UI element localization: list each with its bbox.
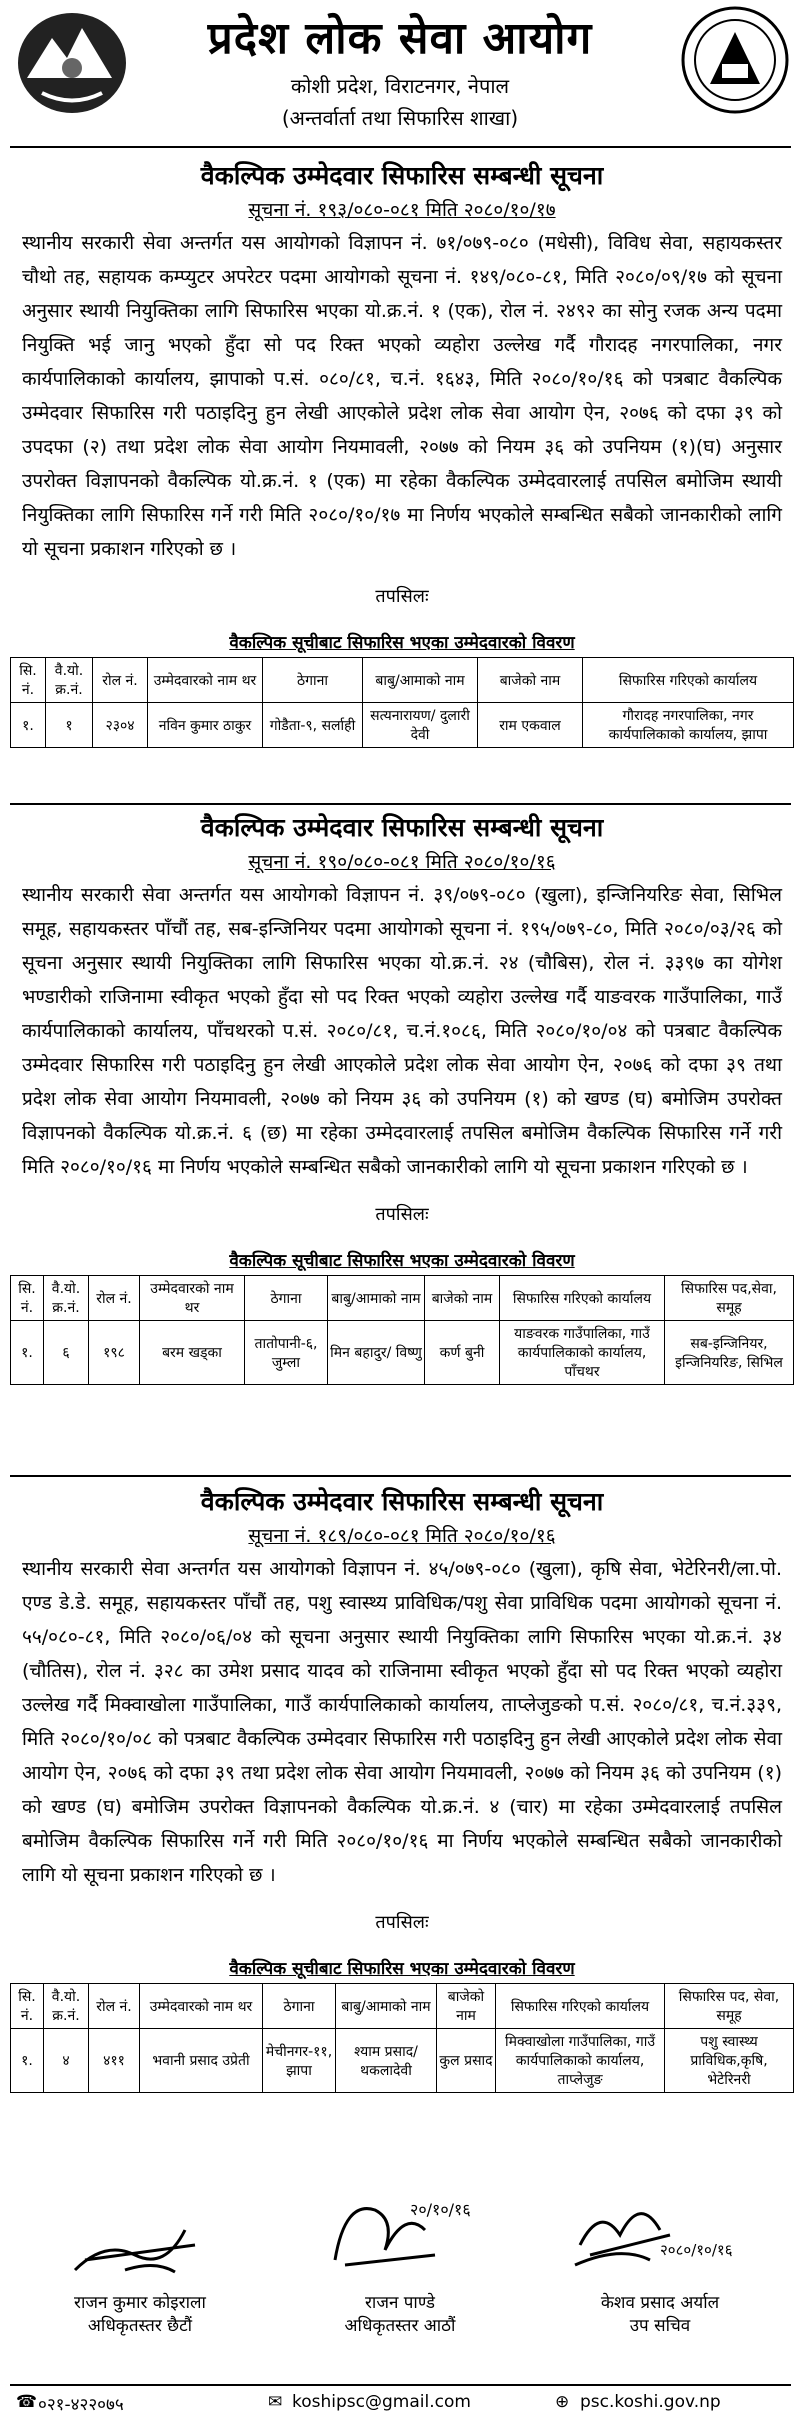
col-address: ठेगाना — [245, 1276, 328, 1321]
cell: १९८ — [89, 1321, 140, 1385]
commission-title: प्रदेश लोक सेवा आयोग — [207, 13, 593, 64]
col-roll: रोल नं. — [93, 658, 148, 703]
footer-divider — [10, 2384, 791, 2386]
col-address: ठेगाना — [263, 1984, 336, 2029]
col-sn: सि. नं. — [11, 1984, 44, 2029]
tapsil-label: तपसिलः — [375, 1204, 429, 1225]
cell: ६ — [44, 1321, 89, 1385]
col-name: उम्मेदवारको नाम थर — [140, 1276, 245, 1321]
table-title: वैकल्पिक सूचीबाट सिफारिस भएका उम्मेदवारको विवरण — [229, 633, 575, 653]
signature-3-icon — [560, 2175, 760, 2290]
notice-reference: सूचना नं. १९३/०८०-०८१ मिति २०८०/१०/१७ — [248, 199, 556, 221]
cell: १. — [11, 2029, 44, 2093]
footer-email[interactable]: koshipsc@gmail.com — [292, 2392, 471, 2412]
col-name: उम्मेदवारको नाम थर — [140, 1984, 263, 2029]
col-grandfather: बाजेको नाम — [425, 1276, 500, 1321]
cell: पशु स्वास्थ्य प्राविधिक,कृषि, भेटेरिनरी — [665, 2029, 794, 2093]
cell: सब-इन्जिनियर, इन्जिनियरिङ, सिभिल — [665, 1321, 794, 1385]
signatory-3 — [540, 2175, 780, 2336]
notice-body: स्थानीय सरकारी सेवा अन्तर्गत यस आयोगको विज्ञापन नं. ३९/०७९-०८० (खुला), इन्जिनियरिङ सेवा, सिभिल समूह, सहायकस्तर पाँचौं तह, सब-इन्जिनियर पदमा आयोगको सूचना नं. १९५/०७९-८०, मिति २०८०/०३/२६ को सूचना अनुसार स्थायी नियुक्तिका लागि सिफारिस भएका यो.क्र.नं. २४ (चौबिस), रोल नं. ३३९७ का योगेश भण्डारीको राजिनामा स्वीकृत भएको हुँदा सो पद रिक्त भएको व्यहोरा उल्लेख गर्दै याङवरक गाउँपालिका, गाउँ कार्यपालिकाको कार्यालय, पाँचथरको प.सं. २०८०/८१, च.नं.१०८६, मिति २०८०/१०/०४ को पत्रबाट वैकल्पिक उम्मेदवार सिफारिस गरी पठाइदिनु हुन लेखी आएकोले प्रदेश लोक सेवा आयोग ऐन, २०७६ को दफा ३९ तथा प्रदेश लोक सेवा आयोग नियमावली, २०७७ को नियम ३६ को उपनियम (१) को खण्ड (घ) बमोजिम उपरोक्त विज्ञापनको वैकल्पिक यो.क्र.नं. ६ (छ) मा रहेका उम्मेदवारलाई तपसिल बमोजिम वैकल्पिक सिफारिस गर्ने गरी मिति २०८०/१०/१६ मा निर्णय भएकोले सम्बन्धित सबैको जानकारीको लागि यो सूचना प्रकाशन गरिएको छ । — [22, 884, 782, 1178]
cell: तातोपानी-६, जुम्ला — [245, 1321, 328, 1385]
notice-reference: सूचना नं. १८९/०८०-०८१ मिति २०८०/१०/१६ — [248, 1525, 556, 1547]
cell: कर्ण बुनी — [425, 1321, 500, 1385]
col-office: सिफारिस गरिएको कार्यालय — [583, 658, 794, 703]
col-post: सिफारिस पद, सेवा, समूह — [665, 1984, 794, 2029]
col-alt-serial: वै.यो. क्र.नं. — [44, 1276, 89, 1321]
cell: १. — [11, 703, 46, 748]
commission-address: कोशी प्रदेश, विराटनगर, नेपाल — [290, 74, 510, 98]
cell: नविन कुमार ठाकुर — [148, 703, 263, 748]
tapsil-label: तपसिलः — [375, 586, 429, 607]
footer-website[interactable]: psc.koshi.gov.np — [580, 2392, 721, 2412]
signature-1-icon — [65, 2200, 215, 2290]
table-row — [11, 2029, 794, 2093]
cell: बरम खड्का — [140, 1321, 245, 1385]
signatory-name: राजन पाण्डे — [364, 2293, 436, 2313]
notice-2 — [18, 810, 783, 1385]
cell: गौरादह नगरपालिका, नगर कार्यपालिकाको कार्यालय, झापा — [583, 703, 794, 748]
col-roll: रोल नं. — [89, 1276, 140, 1321]
col-alt-serial: वै.यो. क्र.नं. — [44, 1984, 89, 2029]
notice-1 — [19, 158, 782, 748]
signatory-name: केशव प्रसाद अर्याल — [600, 2293, 720, 2313]
table-row — [11, 1321, 794, 1385]
header-divider — [10, 146, 791, 148]
table-header-row — [11, 658, 794, 703]
website-icon: ⊕ — [555, 2392, 570, 2412]
col-name: उम्मेदवारको नाम थर — [148, 658, 263, 703]
signatory-name: राजन कुमार कोइराला — [74, 2293, 206, 2313]
cell: भवानी प्रसाद उप्रेती — [140, 2029, 263, 2093]
letterhead — [0, 0, 801, 150]
col-roll: रोल नं. — [89, 1984, 140, 2029]
commission-section: (अन्तर्वार्ता तथा सिफारिस शाखा) — [281, 106, 519, 130]
cell: मिक्वाखोला गाउँपालिका, गाउँ कार्यपालिकाको कार्यालय, ताप्लेजुङ — [496, 2029, 665, 2093]
phone-icon: ☎ — [16, 2392, 38, 2412]
cell: गोडैता-९, सर्लाही — [263, 703, 363, 748]
signatory-post: अधिकृतस्तर आठौं — [344, 2316, 456, 2336]
cell: कुल प्रसाद — [437, 2029, 496, 2093]
table-title: वैकल्पिक सूचीबाट सिफारिस भएका उम्मेदवारको विवरण — [229, 1251, 575, 1271]
signatory-1 — [20, 2200, 260, 2336]
candidate-table — [10, 1275, 794, 1385]
cell: १ — [46, 703, 93, 748]
col-office: सिफारिस गरिएको कार्यालय — [500, 1276, 665, 1321]
table-title: वैकल्पिक सूचीबाट सिफारिस भएका उम्मेदवारको विवरण — [229, 1959, 575, 1979]
notice-reference: सूचना नं. १९०/०८०-०८१ मिति २०८०/१०/१६ — [248, 851, 556, 873]
cell: ४ — [44, 2029, 89, 2093]
notice-title: वैकल्पिक उम्मेदवार सिफारिस सम्बन्धी सूचना — [200, 161, 604, 190]
notice-body: स्थानीय सरकारी सेवा अन्तर्गत यस आयोगको विज्ञापन नं. ४५/०७९-०८० (खुला), कृषि सेवा, भेटेरिनरी/ला.पो. एण्ड डे.डे. समूह, सहायकस्तर पाँचौं तह, पशु स्वास्थ्य प्राविधिक/पशु सेवा प्राविधिक पदमा आयोगको सूचना नं. ५५/०८०-८१, मिति २०८०/०६/०४ को सूचना अनुसार स्थायी नियुक्तिका लागि सिफारिस भएका यो.क्र.नं. ३४ (चौतिस), रोल नं. ३२८ का उमेश प्रसाद यादव को राजिनामा स्वीकृत भएको हुँदा सो पद रिक्त भएको व्यहोरा उल्लेख गर्दै मिक्वाखोला गाउँपालिका, गाउँ कार्यपालिकाको कार्यालय, ताप्लेजुङको प.सं. २०८०/८१, च.नं.३३९, मिति २०८०/१०/०८ को पत्रबाट वैकल्पिक उम्मेदवार सिफारिस गरी पठाइदिनु हुन लेखी आएकोले प्रदेश लोक सेवा आयोग ऐन, २०७६ को दफा ३९ तथा प्रदेश लोक सेवा आयोग नियमावली, २०७७ को नियम ३६ को उपनियम (१) को खण्ड (घ) बमोजिम उपरोक्त विज्ञापनको वैकल्पिक यो.क्र.नं. ४ (चार) मा रहेका उम्मेदवारलाई तपसिल बमोजिम वैकल्पिक सिफारिस गर्ने गरी मिति २०८०/१०/१६ मा निर्णय भएकोले सम्बन्धित सबैको जानकारीको लागि यो सूचना प्रकाशन गरिएको छ । — [22, 1558, 782, 1886]
col-sn: सि. नं. — [11, 1276, 44, 1321]
col-grandfather: बाजेको नाम — [437, 1984, 496, 2029]
table-header-row — [11, 1276, 794, 1321]
table-row — [11, 703, 794, 748]
notice-title: वैकल्पिक उम्मेदवार सिफारिस सम्बन्धी सूचना — [200, 1487, 604, 1516]
col-parents: बाबु/आमाको नाम — [328, 1276, 425, 1321]
signatory-post: उप सचिव — [629, 2316, 691, 2336]
footer — [10, 2388, 791, 2418]
cell: सत्यनारायण/ दुलारी देवी — [363, 703, 478, 748]
cell: १. — [11, 1321, 44, 1385]
col-alt-serial: वै.यो. क्र.नं. — [46, 658, 93, 703]
col-office: सिफारिस गरिएको कार्यालय — [496, 1984, 665, 2029]
candidate-table — [10, 1983, 794, 2093]
col-address: ठेगाना — [263, 658, 363, 703]
tapsil-label: तपसिलः — [375, 1912, 429, 1933]
notice-3 — [18, 1484, 782, 2093]
cell: मेचीनगर-११, झापा — [263, 2029, 336, 2093]
table-header-row — [11, 1984, 794, 2029]
cell: याङवरक गाउँपालिका, गाउँ कार्यपालिकाको कार्यालय, पाँचथर — [500, 1321, 665, 1385]
signatory-post: अधिकृतस्तर छैटौं — [87, 2316, 193, 2336]
notice-title: वैकल्पिक उम्मेदवार सिफारिस सम्बन्धी सूचना — [200, 813, 604, 842]
email-icon: ✉ — [268, 2392, 283, 2412]
notice-body: स्थानीय सरकारी सेवा अन्तर्गत यस आयोगको विज्ञापन नं. ७१/०७९-०८० (मधेसी), विविध सेवा, सहायकस्तर चौथो तह, सहायक कम्प्युटर अपरेटर पदमा आयोगको सूचना नं. १४९/०८०-८१, मिति २०८०/०९/१७ को सूचना अनुसार स्थायी नियुक्तिका लागि सिफारिस भएका यो.क्र.नं. १ (एक), रोल नं. २४९२ का सोनु रजक अन्य पदमा नियुक्ति भई जानु भएको हुँदा सो पद रिक्त भएको व्यहोरा उल्लेख गर्दै गौरादह नगरपालिका, नगर कार्यपालिकाको कार्यालय, झापाको प.सं. ०८०/८१, च.नं. १६४३, मिति २०८०/१०/१६ को पत्रबाट वैकल्पिक उम्मेदवार सिफारिस गरी पठाइदिनु हुन लेखी आएकोले प्रदेश लोक सेवा आयोग ऐन, २०७६ को दफा ३९ को उपदफा (२) तथा प्रदेश लोक सेवा आयोग नियमावली, २०७७ को नियम ३६ को उपनियम (१)(घ) अनुसार उपरोक्त विज्ञापनको वैकल्पिक यो.क्र.नं. १ (एक) मा रहेका वैकल्पिक उम्मेदवारलाई तपसिल बमोजिम स्थायी नियुक्तिका लागि सिफारिस गर्ने गरी मिति २०८०/१०/१७ मा निर्णय भएकोले सम्बन्धित सबैको जानकारीको लागि यो सूचना प्रकाशन गरिएको छ । — [22, 232, 782, 560]
nepal-emblem-icon — [12, 8, 132, 118]
signature-2-date: २०/१०/१६ — [410, 2200, 471, 2219]
psc-seal-icon — [680, 4, 790, 116]
col-post: सिफारिस पद,सेवा, समूह — [665, 1276, 794, 1321]
signature-3-date: २०८०/१०/१६ — [660, 2241, 733, 2259]
col-grandfather: बाजेको नाम — [478, 658, 583, 703]
col-sn: सि. नं. — [11, 658, 46, 703]
cell: २३०४ — [93, 703, 148, 748]
col-parents: बाबु/आमाको नाम — [336, 1984, 437, 2029]
col-parents: बाबु/आमाको नाम — [363, 658, 478, 703]
candidate-table — [10, 657, 794, 748]
cell: श्याम प्रसाद/ थकलादेवी — [336, 2029, 437, 2093]
cell: मिन बहादुर/ विष्णु — [328, 1321, 425, 1385]
footer-phone: ०२१-४२२०७५ — [38, 2395, 124, 2415]
section-divider — [10, 803, 791, 805]
section-divider — [10, 1475, 791, 1477]
signatory-2 — [280, 2170, 520, 2336]
signature-2-icon — [315, 2170, 485, 2290]
cell: राम एकवाल — [478, 703, 583, 748]
cell: ४११ — [89, 2029, 140, 2093]
